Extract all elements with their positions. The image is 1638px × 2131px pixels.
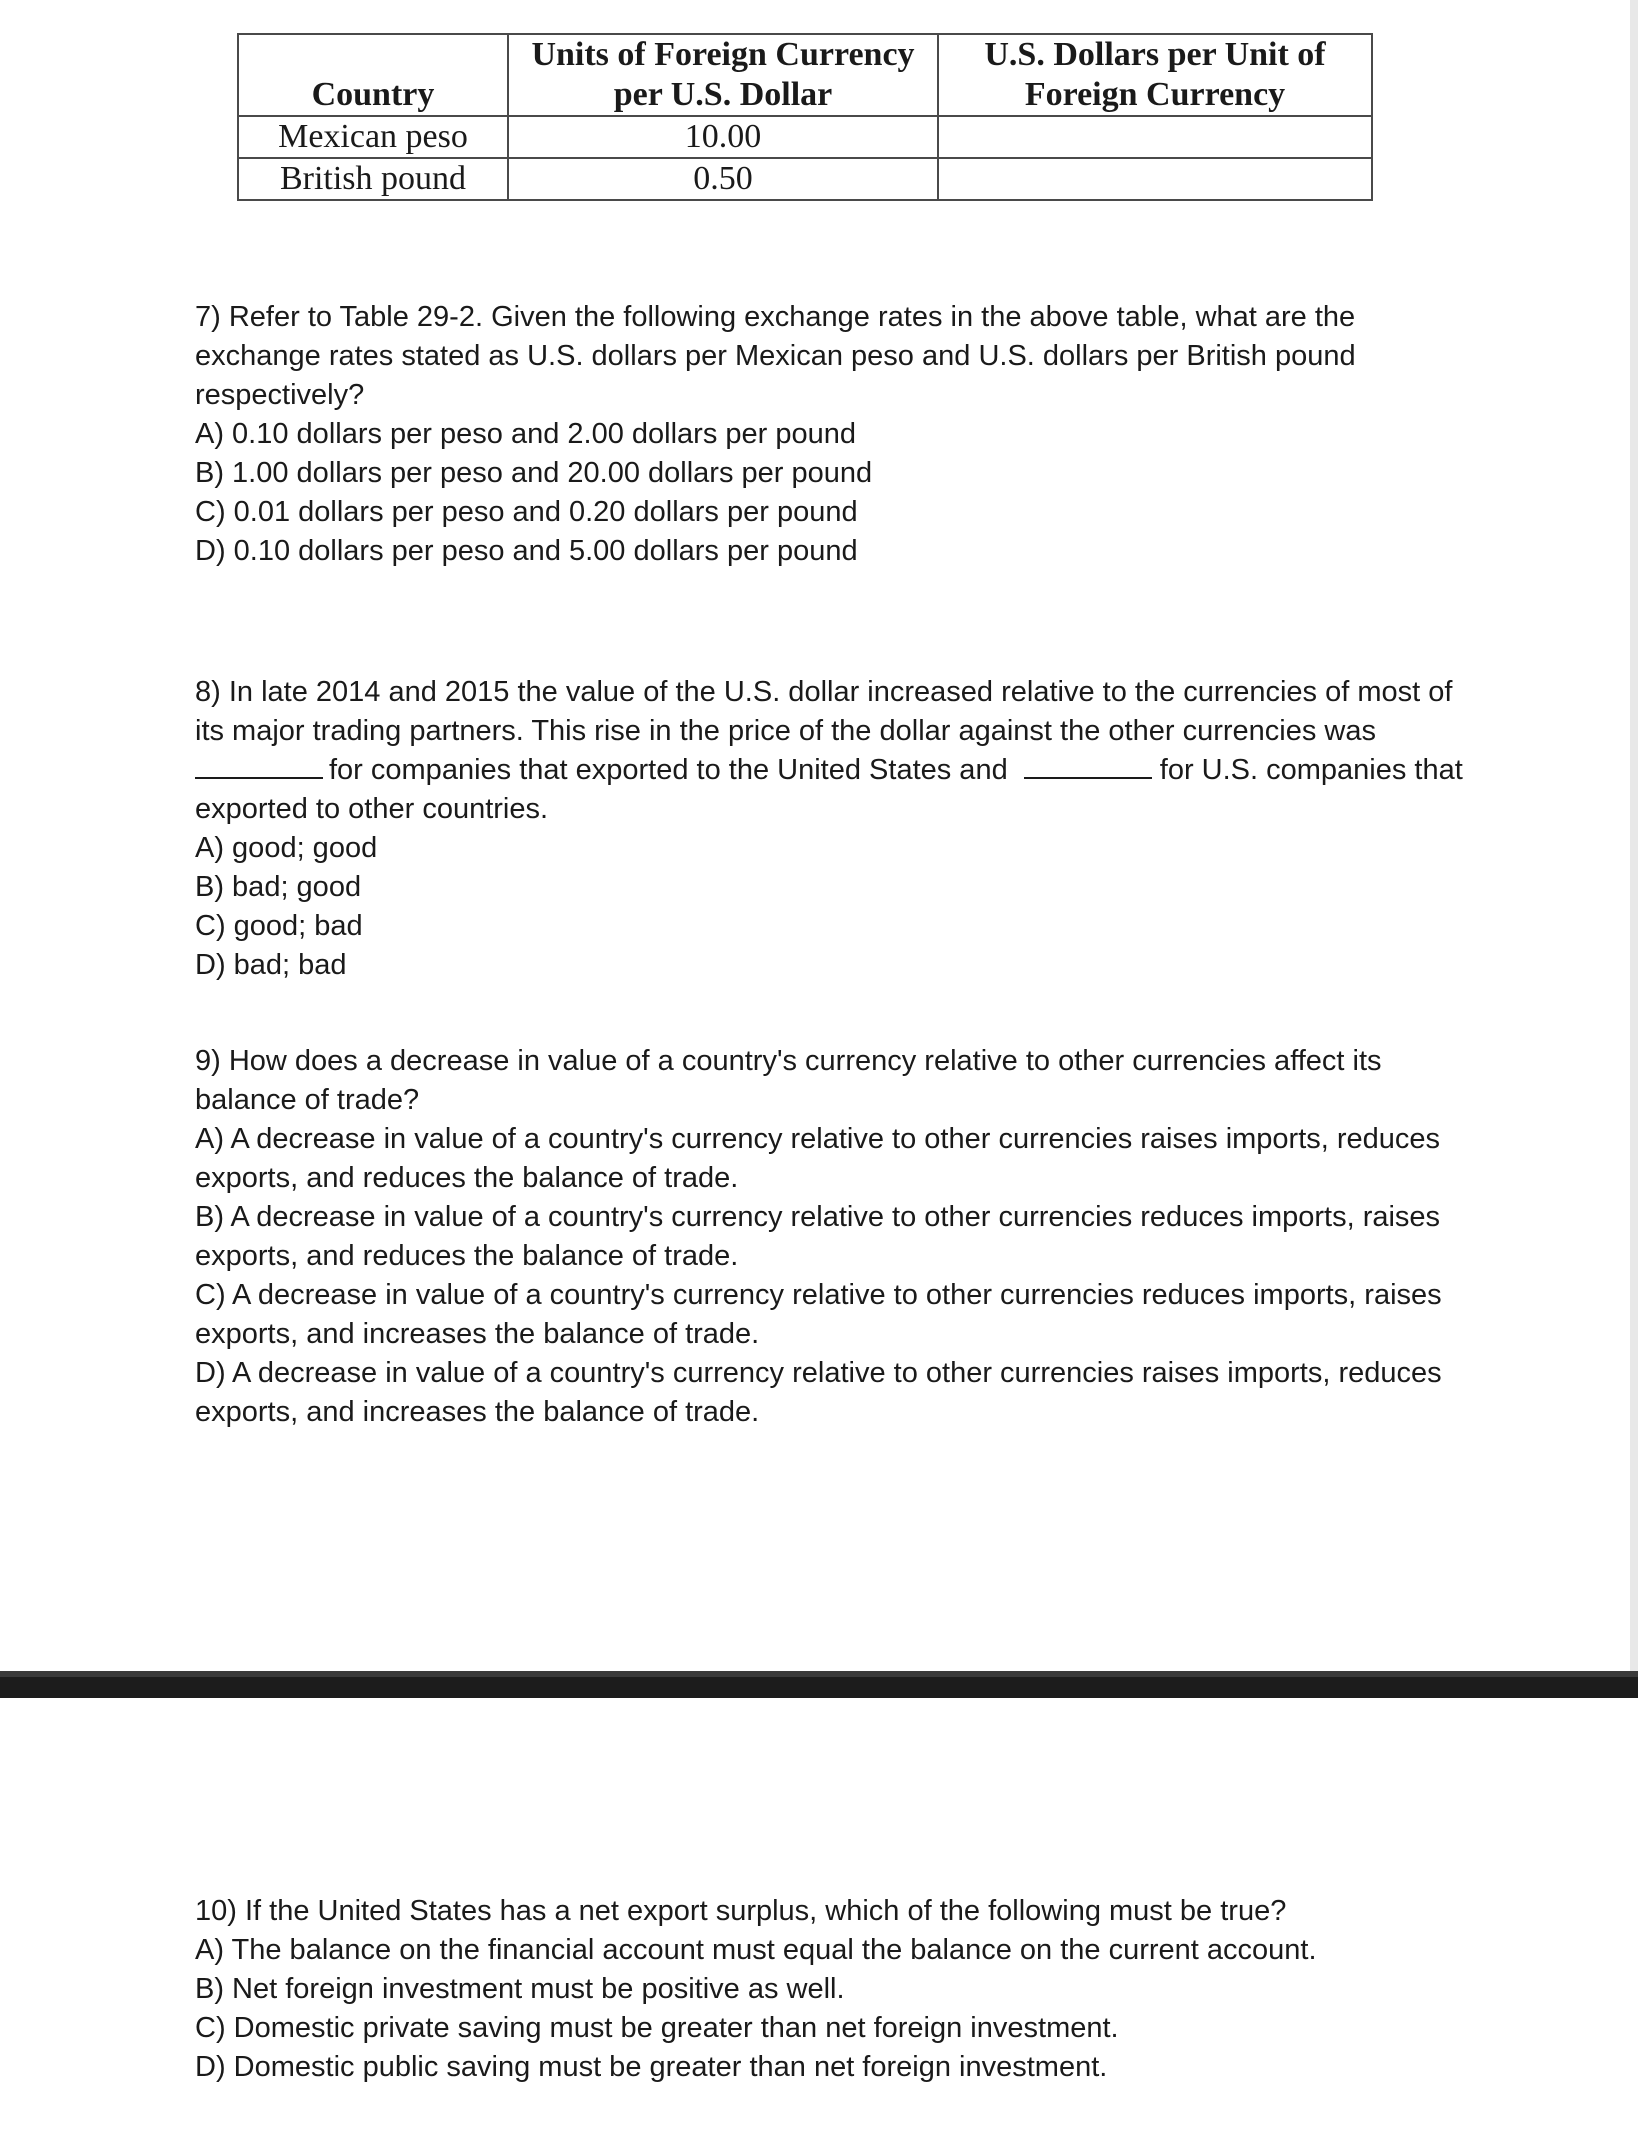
table-row (238, 116, 1372, 158)
question-7 (195, 298, 1465, 571)
exchange-rate-table (237, 33, 1373, 201)
cell-units: 10.00 (508, 116, 938, 158)
page-edge-shadow (1630, 0, 1638, 1671)
question-9-choice-d: D) A decrease in value of a country's currency relative to other currencies raises imports, reduces exports, and increases the balance of trade. (195, 1357, 1442, 1428)
question-8-choice-b: B) bad; good (195, 871, 362, 903)
question-9-choice-c: C) A decrease in value of a country's currency relative to other currencies reduces imports, raises exports, and increases the balance of trade. (195, 1279, 1442, 1350)
cell-country: Mexican peso (238, 116, 508, 158)
answer-blank (195, 751, 323, 779)
question-7-stem: 7) Refer to Table 29-2. Given the following exchange rates in the above table, what are the exchange rates stated as U.S. dollars per Mexican peso and U.S. dollars per British pound respectively? (195, 301, 1356, 411)
question-8 (195, 673, 1465, 985)
question-7-choice-b: B) 1.00 dollars per peso and 20.00 dollars per pound (195, 457, 873, 489)
cell-units: 0.50 (508, 158, 938, 200)
question-10-choice-a: A) The balance on the financial account must equal the balance on the current account. (195, 1934, 1317, 1966)
question-10 (195, 1892, 1465, 2087)
cell-usd (938, 116, 1372, 158)
question-10-choice-b: B) Net foreign investment must be positive as well. (195, 1973, 845, 2005)
question-10-choice-c: C) Domestic private saving must be greater than net foreign investment. (195, 2012, 1119, 2044)
table-header-row (238, 34, 1372, 116)
question-7-choice-d: D) 0.10 dollars per peso and 5.00 dollars per pound (195, 535, 858, 567)
question-8-choice-d: D) bad; bad (195, 949, 347, 981)
question-10-choice-d: D) Domestic public saving must be greater than net foreign investment. (195, 2051, 1108, 2083)
question-8-stem (195, 673, 1465, 829)
question-8-stem-part1: 8) In late 2014 and 2015 the value of the U.S. dollar increased relative to the currencies of most of its major trading partners. This rise in the price of the dollar against the other currencies was (195, 676, 1453, 747)
question-9 (195, 1042, 1465, 1432)
question-7-choice-a: A) 0.10 dollars per peso and 2.00 dollars per pound (195, 418, 856, 450)
question-8-choice-c: C) good; bad (195, 910, 363, 942)
question-8-stem-part2: for companies that exported to the United States and (329, 754, 1008, 786)
page-break-bar (0, 1671, 1638, 1698)
question-10-stem: 10) If the United States has a net export surplus, which of the following must be true? (195, 1895, 1287, 1927)
question-8-choice-a: A) good; good (195, 832, 378, 864)
question-9-choice-b: B) A decrease in value of a country's currency relative to other currencies reduces imports, raises exports, and reduces the balance of trade. (195, 1201, 1441, 1272)
question-9-stem: 9) How does a decrease in value of a country's currency relative to other currencies affect its balance of trade? (195, 1045, 1382, 1116)
table-row (238, 158, 1372, 200)
header-units-per-dollar: Units of Foreign Currency per U.S. Dollar (508, 34, 938, 116)
header-country: Country (238, 34, 508, 116)
answer-blank (1024, 751, 1152, 779)
cell-country: British pound (238, 158, 508, 200)
question-9-choice-a: A) A decrease in value of a country's currency relative to other currencies raises imports, reduces exports, and reduces the balance of trade. (195, 1123, 1441, 1194)
question-8-stem-part3: for U.S. companies that exported to other countries. (195, 754, 1463, 825)
header-dollars-per-unit: U.S. Dollars per Unit of Foreign Currency (938, 34, 1372, 116)
cell-usd (938, 158, 1372, 200)
question-7-choice-c: C) 0.01 dollars per peso and 0.20 dollars per pound (195, 496, 858, 528)
